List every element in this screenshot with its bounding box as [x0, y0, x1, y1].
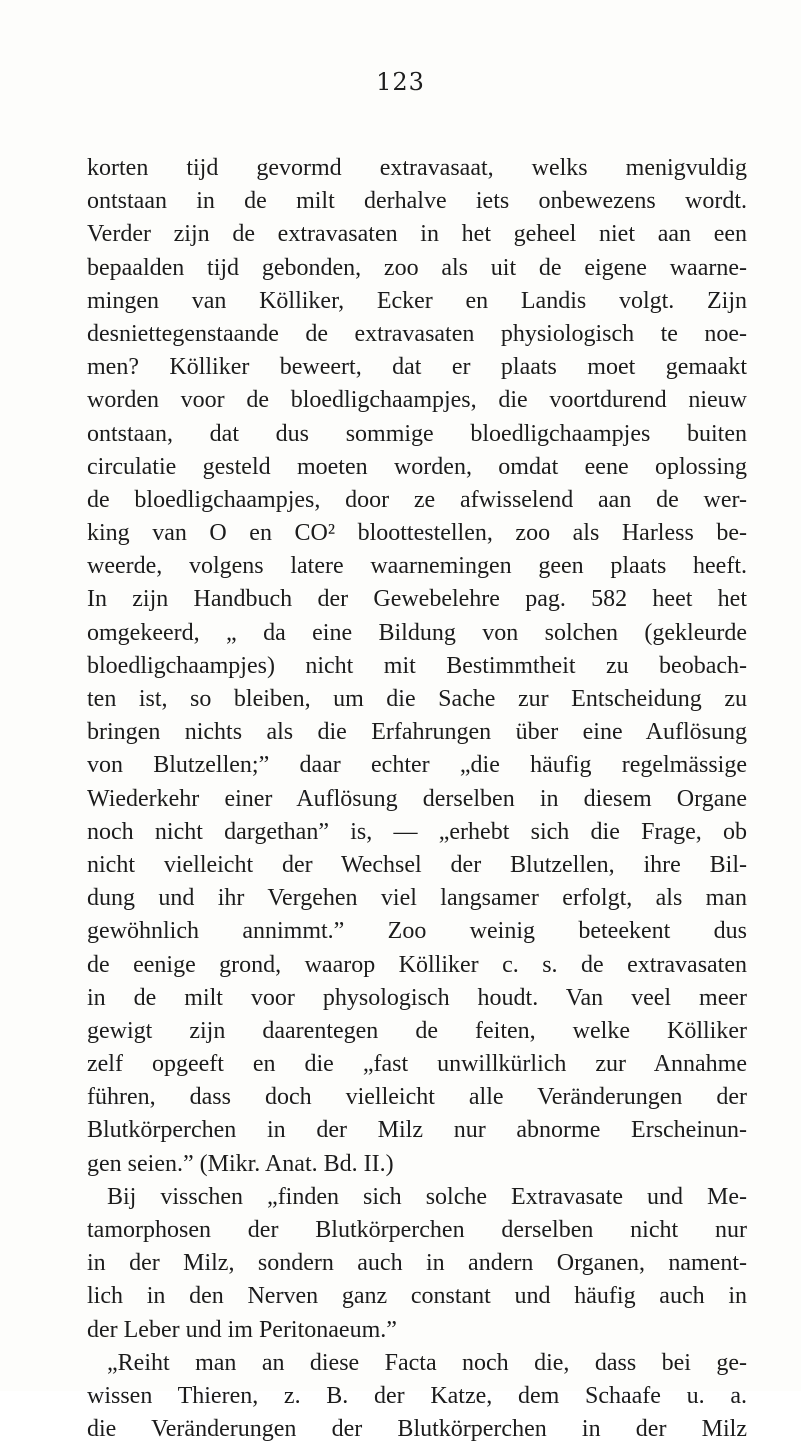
text-line: omgekeerd, „ da eine Bildung von solchen (gekleurde [87, 619, 747, 646]
text-line: desniettegenstaande de extravasaten physiologisch te noe- [87, 320, 747, 347]
text-line: king van O en CO² bloottestellen, zoo als Harless be- [87, 520, 747, 547]
body-text [87, 152, 747, 1446]
text-line: mingen van Kölliker, Ecker en Landis volgt. Zijn [87, 287, 747, 314]
text-line: Wiederkehr einer Auflösung derselben in diesem Organe [87, 785, 747, 812]
text-line: de bloedligchaampjes, door ze afwisselend aan de wer- [87, 486, 747, 513]
text-line: ontstaan in de milt derhalve iets onbewezens wordt. [87, 188, 747, 215]
text-line: de eenige grond, waarop Kölliker c. s. de extravasaten [87, 951, 747, 978]
text-line: weerde, volgens latere waarnemingen geen plaats heeft. [87, 553, 747, 580]
text-line: Bij visschen „finden sich solche Extravasate und Me- [107, 1183, 747, 1210]
text-line: in der Milz, sondern auch in andern Organen, nament- [87, 1250, 747, 1277]
text-line: Blutkörperchen in der Milz nur abnorme Erscheinun- [87, 1117, 747, 1144]
page-number: 123 [376, 68, 425, 96]
text-line: nicht vielleicht der Wechsel der Blutzellen, ihre Bil- [87, 851, 747, 878]
text-line: von Blutzellen;” daar echter „die häufig regelmässige [87, 752, 747, 779]
text-line: dung und ihr Vergehen viel langsamer erfolgt, als man [87, 885, 747, 912]
text-line: „Reiht man an diese Facta noch die, dass bei ge- [107, 1349, 747, 1376]
text-line: Verder zijn de extravasaten in het geheel niet aan een [87, 221, 747, 248]
text-line: men? Kölliker beweert, dat er plaats moet gemaakt [87, 354, 747, 381]
text-line: zelf opgeeft en die „fast unwillkürlich zur Annahme [87, 1051, 747, 1078]
text-line: worden voor de bloedligchaampjes, die voortdurend nieuw [87, 387, 747, 414]
text-line: gewigt zijn daarentegen de feiten, welke Kölliker [87, 1017, 747, 1044]
text-line: wissen Thieren, z. B. der Katze, dem Schaafe u. a. [87, 1382, 747, 1409]
text-line: ontstaan, dat dus sommige bloedligchaampjes buiten [87, 420, 747, 447]
text-line: korten tijd gevormd extravasaat, welks menigvuldig [87, 155, 747, 181]
text-line: In zijn Handbuch der Gewebelehre pag. 582 heet het [87, 586, 747, 613]
text-line: bloedligchaampjes) nicht mit Bestimmtheit zu beobach- [87, 652, 747, 679]
text-line: ten ist, so bleiben, um die Sache zur Entscheidung zu [87, 686, 747, 712]
text-line: tamorphosen der Blutkörperchen derselben nicht nur [87, 1217, 747, 1243]
text-line: noch nicht dargethan” is, — „erhebt sich die Frage, ob [87, 818, 747, 845]
text-line: der Leber und im Peritonaeum.” [87, 1316, 397, 1343]
text-line: die Veränderungen der Blutkörperchen in der Milz [87, 1416, 747, 1443]
text-line: in de milt voor physologisch houdt. Van veel meer [87, 984, 747, 1011]
text-line: lich in den Nerven ganz constant und häufig auch in [87, 1283, 747, 1310]
text-line: gen seien.” (Mikr. Anat. Bd. II.) [87, 1150, 394, 1177]
text-line: bringen nichts als die Erfahrungen über eine Auflösung [87, 719, 747, 746]
text-line: gewöhnlich annimmt.” Zoo weinig beteekent dus [87, 918, 747, 945]
text-line: circulatie gesteld moeten worden, omdat eene oplossing [87, 453, 747, 480]
text-line: bepaalden tijd gebonden, zoo als uit de eigene waarne- [87, 254, 747, 281]
text-line: führen, dass doch vielleicht alle Veränderungen der [87, 1084, 747, 1111]
